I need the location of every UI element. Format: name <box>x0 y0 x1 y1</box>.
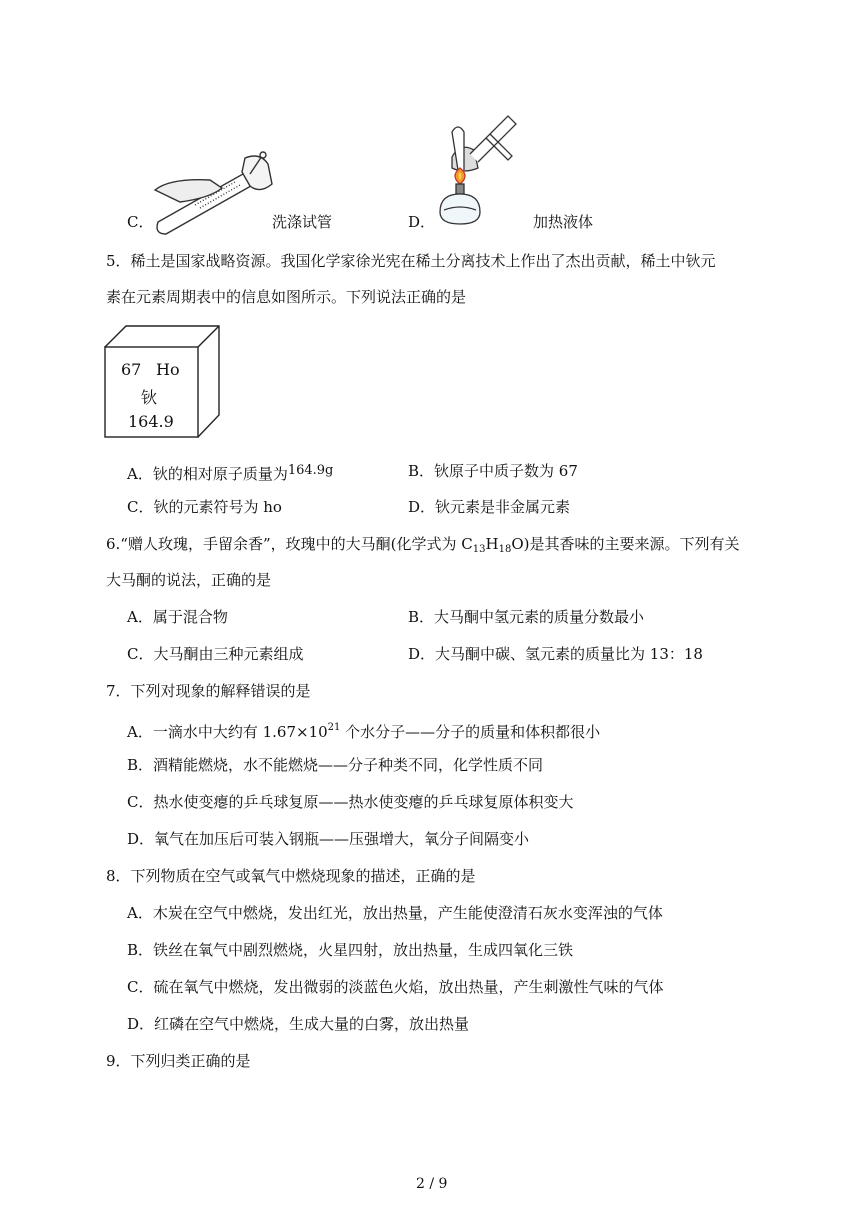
q8-option-c[interactable]: C．硫在氧气中燃烧，发出微弱的淡蓝色火焰，放出热量，产生刺激性气味的气体 <box>127 978 664 996</box>
q6-option-a[interactable]: A．属于混合物 <box>127 608 228 626</box>
q5-option-a-value: 164.9g <box>287 463 334 478</box>
q4-option-c-caption: 洗涤试管 <box>272 213 333 231</box>
heating-liquid-illustration <box>430 112 520 232</box>
q6-stem-text: 6.“赠人玫瑰，手留余香”，玫瑰中的大马酮(化学式为 C <box>106 535 473 553</box>
q7-option-a[interactable] <box>127 718 600 742</box>
q4-option-d-letter: D． <box>408 213 436 231</box>
q7-stem: 7．下列对现象的解释错误的是 <box>106 682 311 700</box>
q6-stem-line-2: 大马酮的说法，正确的是 <box>106 571 272 589</box>
q5-stem-line-2: 素在元素周期表中的信息如图所示。下列说法正确的是 <box>106 288 467 306</box>
q4-option-d-caption: 加热液体 <box>533 213 594 231</box>
element-atomic-mass: 164.9 <box>128 412 174 431</box>
q9-stem: 9．下列归类正确的是 <box>106 1052 251 1070</box>
q7-option-c[interactable]: C．热水使变瘪的乒乓球复原——热水使变瘪的乒乓球复原体积变大 <box>127 793 574 811</box>
q4-option-c-letter: C． <box>127 213 154 231</box>
q7-option-a-text: A．一滴水中大约有 1.67×10 <box>127 723 328 741</box>
q5-option-a[interactable] <box>127 461 333 484</box>
element-symbol: Ho <box>156 360 180 379</box>
q6-option-c[interactable]: C．大马酮由三种元素组成 <box>127 645 304 663</box>
q7-option-b[interactable]: B．酒精能燃烧，水不能燃烧——分子种类不同，化学性质不同 <box>127 756 544 774</box>
q7-option-d[interactable]: D．氧气在加压后可装入钢瓶——压强增大，氧分子间隔变小 <box>127 830 530 848</box>
q5-option-c[interactable]: C．钬的元素符号为 ho <box>127 498 282 516</box>
formula-carbon-subscript: 13 <box>472 544 486 555</box>
q5-stem-line-1: 5．稀土是国家战略资源。我国化学家徐光宪在稀土分离技术上作出了杰出贡献，稀土中钬元 <box>106 252 716 270</box>
q6-stem-line-1 <box>106 534 739 560</box>
q8-option-d[interactable]: D．红磷在空气中燃烧，生成大量的白雾，放出热量 <box>127 1015 470 1033</box>
q8-stem: 8．下列物质在空气或氧气中燃烧现象的描述，正确的是 <box>106 867 476 885</box>
q8-option-b[interactable]: B．铁丝在氧气中剧烈燃烧，火星四射，放出热量，生成四氧化三铁 <box>127 941 574 959</box>
element-name: 钬 <box>141 388 158 407</box>
q5-option-b[interactable]: B．钬原子中质子数为 67 <box>408 462 578 480</box>
formula-hydrogen-subscript: 18 <box>498 544 512 555</box>
q8-option-a[interactable]: A．木炭在空气中燃烧，发出红光，放出热量，产生能使澄清石灰水变浑浊的气体 <box>127 904 663 922</box>
q7-option-a-tail: 个水分子——分子的质量和体积都很小 <box>340 723 601 741</box>
q6-stem-text-tail: O)是其香味的主要来源。下列有关 <box>511 535 740 553</box>
q5-option-d[interactable]: D．钬元素是非金属元素 <box>408 498 571 516</box>
formula-hydrogen-letter: H <box>485 535 499 553</box>
q5-option-a-text: A．钬的相对原子质量为 <box>127 465 288 483</box>
q7-option-a-exponent: 21 <box>327 722 341 733</box>
q6-option-d[interactable]: D．大马酮中碳、氢元素的质量比为 13：18 <box>408 645 703 663</box>
q6-option-b[interactable]: B．大马酮中氢元素的质量分数最小 <box>408 608 645 626</box>
element-atomic-number: 67 <box>121 360 142 379</box>
page-number: 2 / 9 <box>416 1176 448 1192</box>
test-tube-washing-illustration <box>150 150 280 230</box>
